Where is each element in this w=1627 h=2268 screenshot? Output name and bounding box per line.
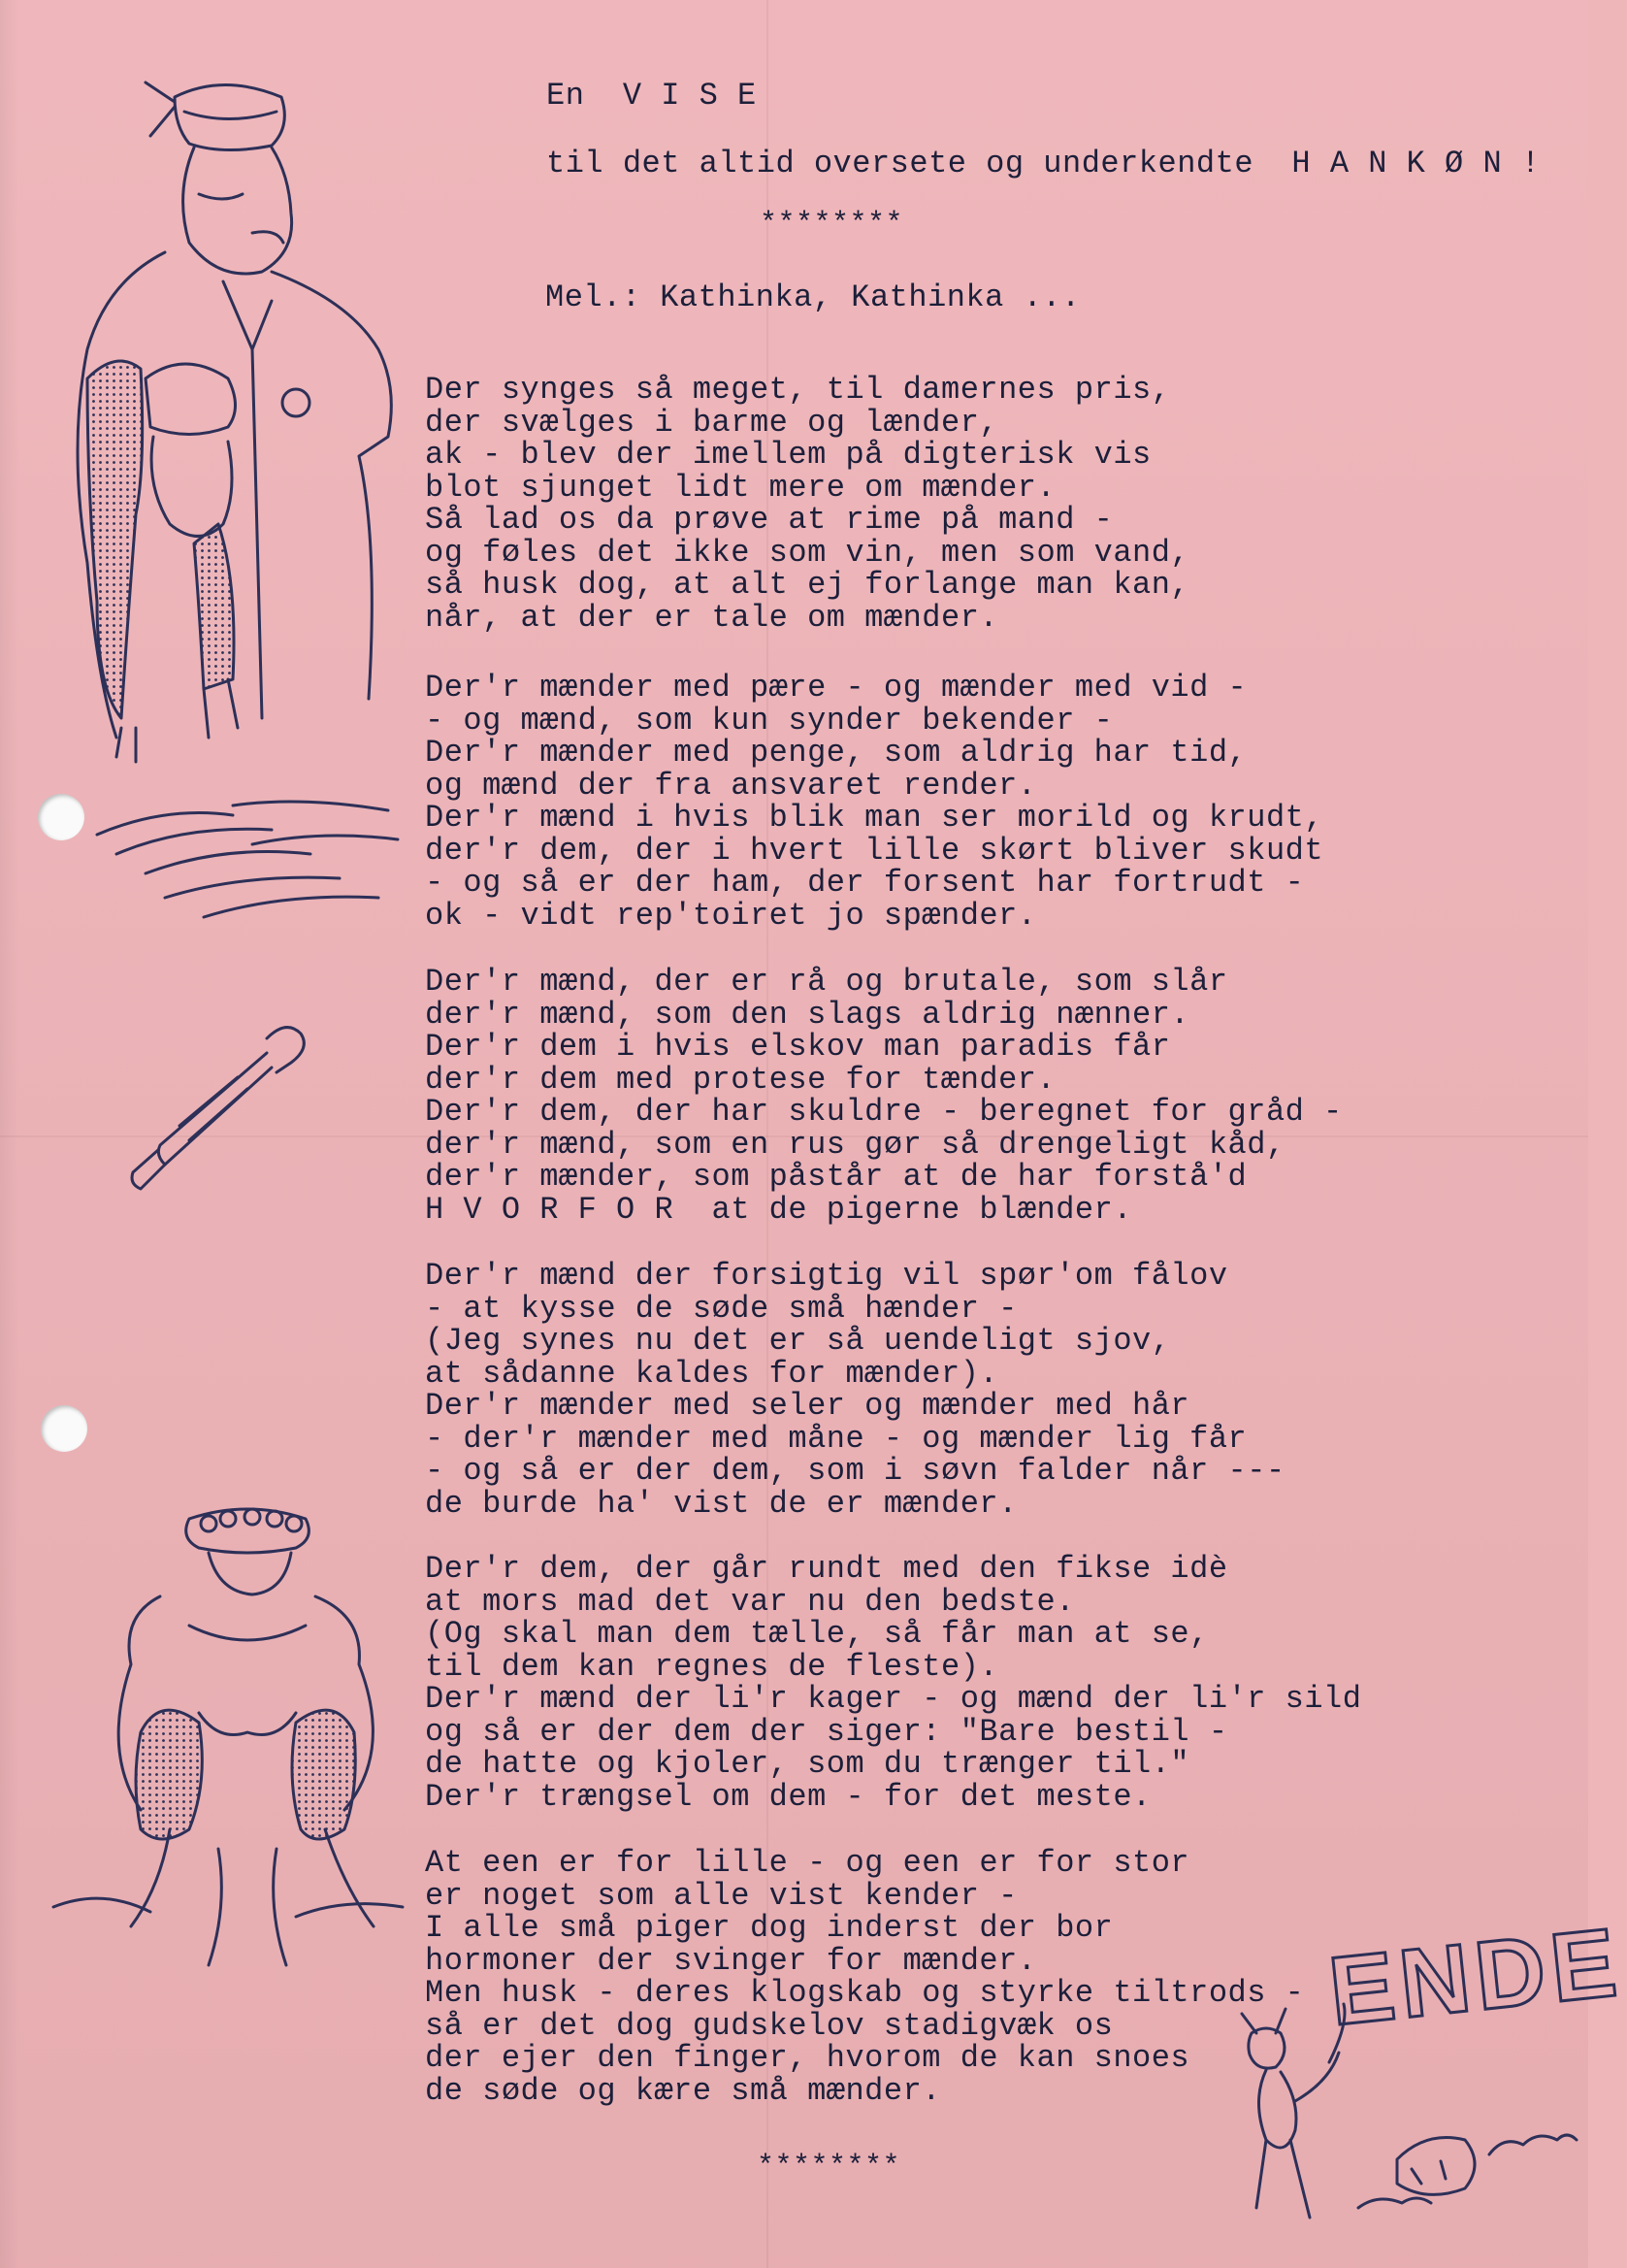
verse-line: blot sjunget lidt mere om mænder. [425, 469, 1057, 506]
top-divider: ******** [760, 208, 904, 241]
verse-line: Der'r dem, der har skuldre - beregnet for gråd - [425, 1094, 1343, 1130]
stanza-4 [425, 1260, 1285, 1520]
verse-line: - der'r mænder med måne - og mænder lig får [425, 1420, 1248, 1457]
bottom-divider: ******** [757, 2151, 901, 2184]
verse-line: H V O R F O R at de pigerne blænder. [425, 1191, 1133, 1228]
stanza-2 [425, 672, 1323, 932]
verse-line: så er det dog gudskelov stadigvæk os [425, 2007, 1114, 2044]
verse-line: (Og skal man dem tælle, så får man at se, [425, 1616, 1209, 1652]
rolling-pin-drawing [121, 1009, 335, 1203]
verse-line: at mors mad det var nu den bedste. [425, 1583, 1075, 1620]
verse-line: Der'r dem i hvis elskov man paradis får [425, 1029, 1171, 1065]
verse-line: de hatte og kjoler, som du trænger til." [425, 1746, 1190, 1782]
ende-hand-lettering: ENDE [1323, 1907, 1627, 2047]
sailor-and-man-drawing [29, 58, 437, 796]
verse-line: er noget som alle vist kender - [425, 1877, 1018, 1914]
verse-line: - at kysse de søde små hænder - [425, 1290, 1018, 1327]
verse-line: der'r mænd, som en rus gør så drengeligt kåd, [425, 1126, 1285, 1163]
verse-line: så husk dog, at alt ej forlange man kan, [425, 567, 1190, 603]
verse-line: til dem kan regnes de fleste). [425, 1648, 999, 1685]
punch-hole-upper [38, 794, 84, 840]
verse-line: at sådanne kaldes for mænder). [425, 1355, 999, 1392]
verse-line: Der synges så meget, til damernes pris, [425, 372, 1171, 408]
verse-line: de burde ha' vist de er mænder. [425, 1485, 1018, 1522]
verse-line: Der'r mænd i hvis blik man ser morild og krudt, [425, 800, 1324, 836]
verse-line: Der'r mænder med seler og mænder med hår [425, 1388, 1190, 1424]
verse-line: - og så er der dem, som i søvn falder når --- [425, 1453, 1285, 1489]
verse-line: Der'r trængsel om dem - for det meste. [425, 1778, 1152, 1815]
verse-line: der'r dem, der i hvert lille skørt bliver skudt [425, 832, 1324, 869]
verse-line: I alle små piger dog inderst der bor [425, 1910, 1114, 1946]
verse-line: Der'r mænder med pære - og mænder med vid - [425, 670, 1248, 706]
verse-line: ok - vidt rep'toiret jo spænder. [425, 897, 1037, 934]
verse-line: der'r mænd, som den slags aldrig nænner. [425, 996, 1190, 1033]
verse-line: der svælges i barme og lænder, [425, 404, 999, 441]
stanza-3 [425, 966, 1343, 1226]
verse-line: Der'r mænd, der er rå og brutale, som slår [425, 964, 1228, 1000]
verse-line: når, at der er tale om mænder. [425, 599, 999, 636]
verse-line: der ejer den finger, hvorom de kan snoes [425, 2040, 1190, 2076]
stanza-5 [425, 1553, 1361, 1813]
verse-line: Der'r mænd der forsigtig vil spør'om fålov [425, 1258, 1228, 1294]
woman-and-children-drawing [24, 1499, 432, 1975]
melody-line: Mel.: Kathinka, Kathinka ... [545, 279, 1081, 315]
verse-line: og føles det ikke som vin, men som vand, [425, 534, 1190, 571]
verse-line: og mænd der fra ansvaret render. [425, 767, 1037, 804]
verse-line: At een er for lille - og een er for stor [425, 1845, 1190, 1881]
stanza-6 [425, 1847, 1304, 2107]
verse-line: Der'r mænder med penge, som aldrig har tid, [425, 735, 1248, 771]
verse-line: Der'r dem, der går rundt med den fikse idè [425, 1551, 1228, 1587]
song-title: En V I S E [546, 78, 757, 114]
verse-line: der'r mænder, som påstår at de har forstå'd [425, 1159, 1248, 1195]
verse-line: ak - blev der imellem på digterisk vis [425, 437, 1152, 473]
verse-line: (Jeg synes nu det er så uendeligt sjov, [425, 1323, 1171, 1359]
verse-line: - og så er der ham, der forsent har fortrudt - [425, 865, 1305, 901]
verse-line: og så er der dem der siger: "Bare bestil - [425, 1713, 1228, 1750]
verse-line: - og mænd, som kun synder bekender - [425, 702, 1114, 739]
verse-line: Der'r mænd der li'r kager - og mænd der li'r sild [425, 1681, 1362, 1717]
verse-line: hormoner der svinger for mænder. [425, 1942, 1037, 1979]
verse-line: Så lad os da prøve at rime på mand - [425, 502, 1114, 538]
verse-line: de søde og kære små mænder. [425, 2072, 941, 2109]
verse-line: der'r dem med protese for tænder. [425, 1061, 1057, 1098]
grass-sketch [87, 786, 407, 932]
punch-hole-lower [41, 1405, 87, 1452]
verse-line: Men husk - deres klogskab og styrke tiltrods - [425, 1975, 1305, 2011]
stanza-1 [425, 374, 1189, 634]
song-subtitle: til det altid oversete og underkendte H A N K Ø N ! [546, 146, 1541, 181]
